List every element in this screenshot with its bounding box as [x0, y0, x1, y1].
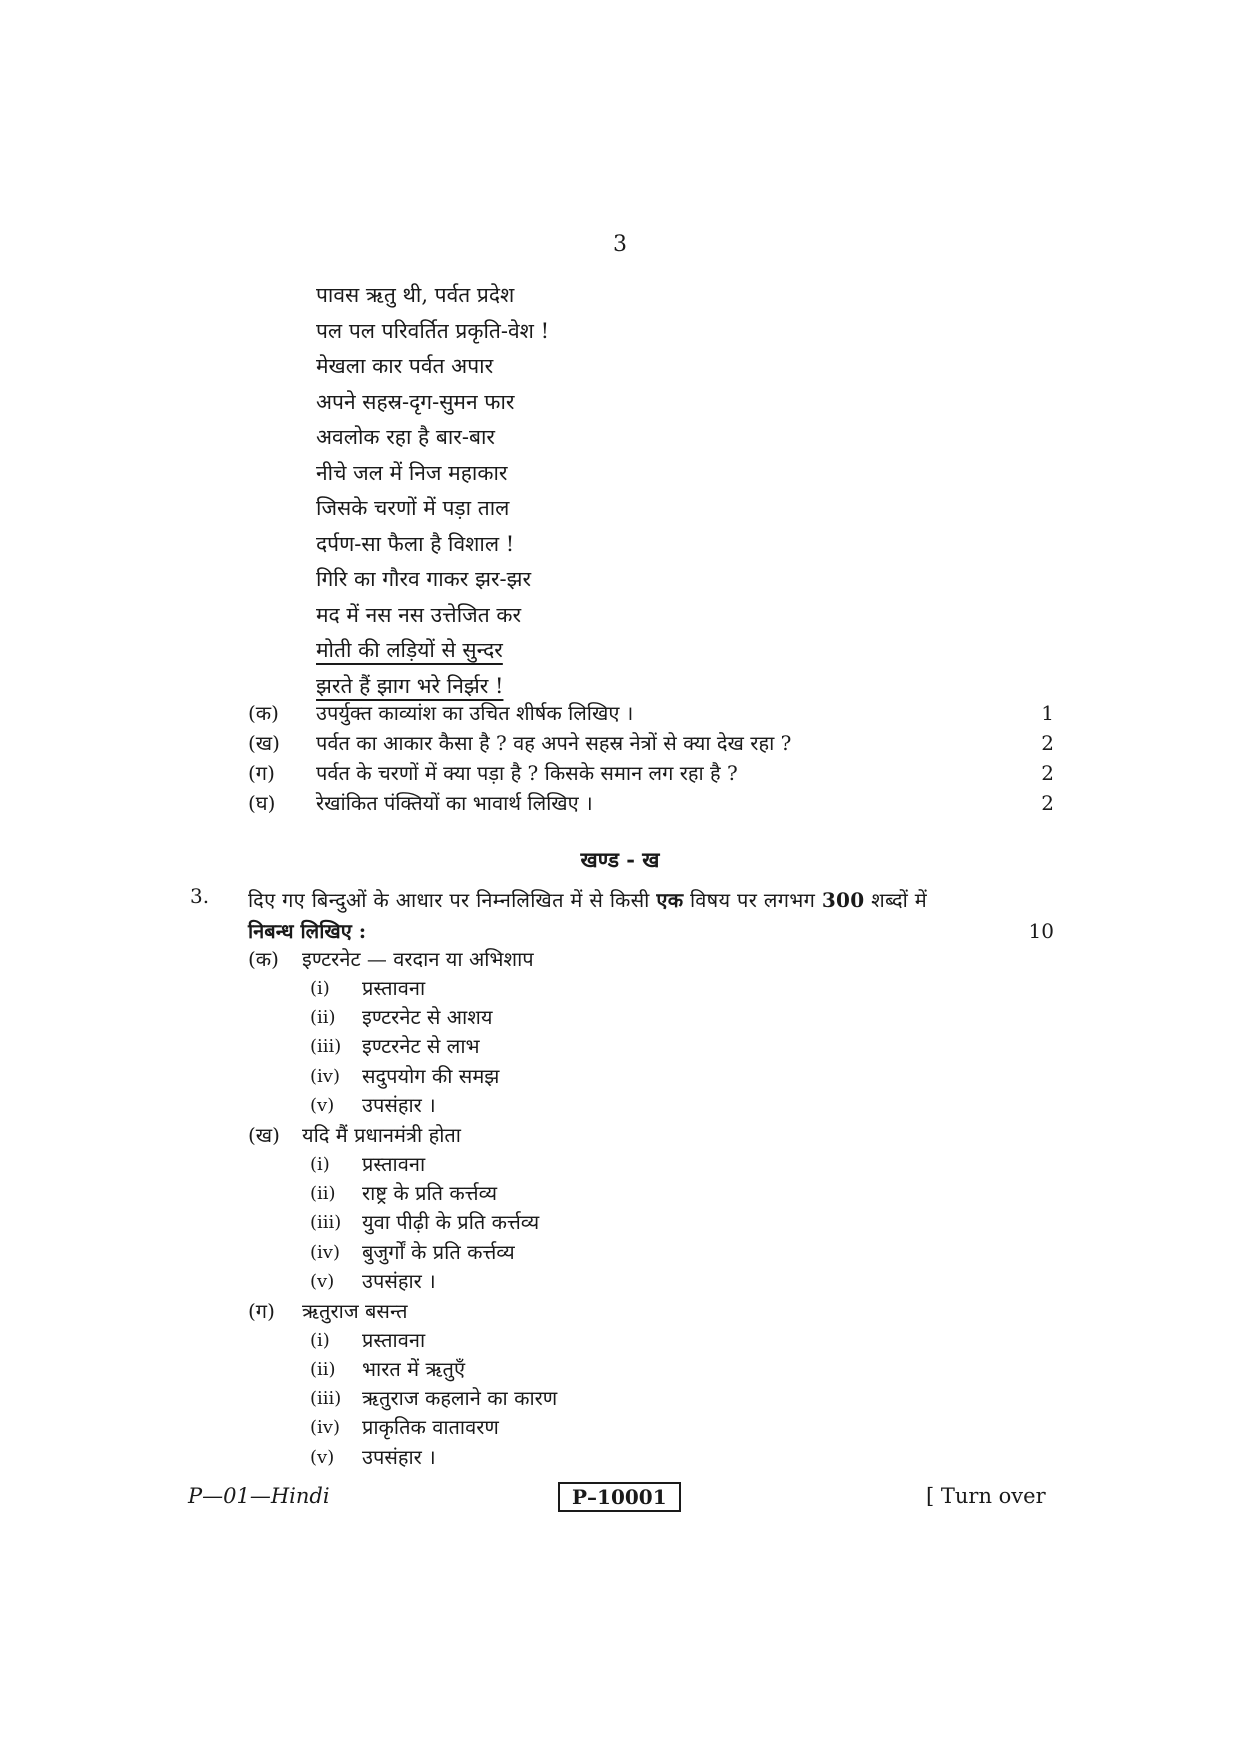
topic-point: (i) प्रस्तावना	[310, 976, 426, 1000]
sub-question-text: पर्वत का आकार कैसा है ? वह अपने सहस्र नेत्रों से क्या देख रहा ?	[316, 731, 792, 755]
topic-point: (iv) प्राकृतिक वातावरण	[310, 1415, 499, 1440]
paper-code: P—01—Hindi	[188, 1484, 330, 1508]
topic-point: (iii) ऋतुराज कहलाने का कारण	[310, 1386, 558, 1411]
sub-question	[248, 788, 1054, 818]
topic-title: इण्टरनेट — वरदान या अभिशाप	[302, 947, 534, 971]
poem-line: नीचे जल में निज महाकार	[316, 460, 508, 485]
topic-point: (ii) इण्टरनेट से आशय	[310, 1005, 493, 1030]
marks: 2	[1041, 731, 1054, 755]
marks: 1	[1041, 701, 1054, 725]
sub-question-text: पर्वत के चरणों में क्या पड़ा है ? किसके समान लग रहा है ?	[316, 761, 738, 785]
question-number: 3.	[190, 884, 210, 908]
topic-point: (v) उपसंहार ।	[310, 1092, 436, 1117]
poem-line: अपने सहस्र-दृग-सुमन फार	[316, 389, 515, 414]
topic-label: (ख)	[248, 1122, 280, 1147]
poem-line: पल पल परिवर्तित प्रकृति-वेश !	[316, 318, 550, 343]
page-number: 3	[613, 232, 627, 257]
poem-line: जिसके चरणों में पड़ा ताल	[316, 496, 510, 520]
poem-line: दर्पण-सा फैला है विशाल !	[316, 531, 515, 556]
poem-line: पावस ऋतु थी, पर्वत प्रदेश	[316, 283, 515, 307]
topic-point: (ii) राष्ट्र के प्रति कर्त्तव्य	[310, 1181, 498, 1206]
essay-topic	[248, 944, 534, 1120]
section-title: खण्ड - ख	[580, 847, 660, 872]
marks: 10	[1028, 919, 1054, 943]
question-text: दिए गए बिन्दुओं के आधार पर निम्नलिखित में से किसी एक विषय पर लगभग 300 शब्दों में	[248, 888, 928, 912]
topic-point: (v) उपसंहार ।	[310, 1444, 436, 1469]
sub-question-label: (ग)	[248, 761, 275, 785]
topic-title: यदि मैं प्रधानमंत्री होता	[302, 1122, 461, 1147]
topic-point: (i) प्रस्तावना	[310, 1327, 426, 1352]
topic-point: (v) उपसंहार ।	[310, 1268, 436, 1293]
topic-point: (ii) भारत में ऋतुएँ	[310, 1357, 466, 1382]
topic-label: (क)	[248, 947, 279, 971]
essay-topic	[248, 1120, 540, 1296]
sub-question-label: (क)	[248, 701, 279, 725]
poem-line: गिरि का गौरव गाकर झर-झर	[316, 567, 532, 591]
sub-question-label: (घ)	[248, 791, 276, 815]
marks: 2	[1041, 791, 1054, 815]
poem-line: मद में नस नस उत्तेजित कर	[316, 602, 522, 627]
sub-question-text: उपर्युक्त काव्यांश का उचित शीर्षक लिखिए ।	[316, 701, 634, 725]
sub-question	[248, 698, 1054, 728]
underlined-poem-line: मोती की लड़ियों से सुन्दर	[316, 638, 503, 662]
marks: 2	[1041, 761, 1054, 785]
sub-questions	[248, 698, 1054, 818]
topic-point: (iii) इण्टरनेट से लाभ	[310, 1034, 480, 1059]
poem-stanza	[316, 278, 549, 704]
question-3	[248, 884, 1054, 946]
turn-over-note: [ Turn over	[926, 1484, 1046, 1508]
sub-question	[248, 758, 1054, 788]
topic-point: (i) प्रस्तावना	[310, 1151, 426, 1176]
topic-label: (ग)	[248, 1298, 275, 1323]
topic-title: ऋतुराज बसन्त	[302, 1298, 408, 1323]
topic-point: (iv) बुजुर्गों के प्रति कर्त्तव्य	[310, 1239, 515, 1264]
topic-point: (iii) युवा पीढ़ी के प्रति कर्त्तव्य	[310, 1210, 540, 1235]
essay-topics	[248, 944, 558, 1472]
paper-number-box: P–10001	[558, 1482, 681, 1512]
sub-question-label: (ख)	[248, 731, 280, 755]
question-instruction: निबन्ध लिखिए :	[248, 919, 367, 943]
poem-line: अवलोक रहा है बार-बार	[316, 425, 496, 449]
essay-topic	[248, 1296, 558, 1472]
sub-question-text: रेखांकित पंक्तियों का भावार्थ लिखिए ।	[316, 791, 593, 815]
topic-point: (iv) सदुपयोग की समझ	[310, 1063, 500, 1088]
poem-line: मेखला कार पर्वत अपार	[316, 354, 494, 378]
sub-question	[248, 728, 1054, 758]
underlined-poem-line: झरते हैं झाग भरे निर्झर !	[316, 673, 504, 698]
